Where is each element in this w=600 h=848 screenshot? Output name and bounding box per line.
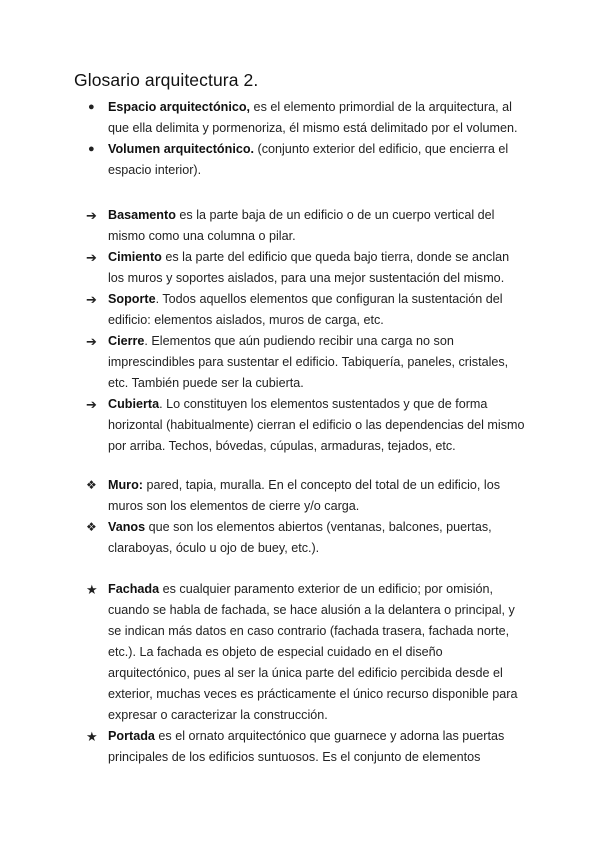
list-item <box>0 139 600 181</box>
term: Fachada <box>108 582 160 596</box>
definition: es la parte baja de un edificio o de un cuerpo vertical del mismo como una columna o pilar. <box>108 208 495 243</box>
arrow-icon: ➔ <box>86 334 97 349</box>
definition: (conjunto exterior del edificio, que encierra el espacio interior). <box>108 142 509 177</box>
list-item <box>0 394 600 457</box>
list-item <box>0 517 600 559</box>
definition: . Todos aquellos elementos que configuran la sustentación del edificio: elementos aislados, muros de carga, etc. <box>108 292 503 327</box>
term: Cierre <box>108 334 145 348</box>
term: Basamento <box>108 208 176 222</box>
term: Volumen arquitectónico. <box>108 142 255 156</box>
term: Portada <box>108 729 155 743</box>
list-item <box>0 331 600 394</box>
star-icon: ★ <box>86 729 98 744</box>
section-walls <box>0 475 600 559</box>
term: Muro: <box>108 478 143 492</box>
term: Vanos <box>108 520 146 534</box>
section-facade <box>0 579 600 768</box>
page-title: Glosario arquitectura 2. <box>74 70 259 90</box>
term: Cimiento <box>108 250 162 264</box>
arrow-icon: ➔ <box>86 208 97 223</box>
section-spaces <box>0 97 600 181</box>
definition: pared, tapia, muralla. En el concepto del total de un edificio, los muros son los elementos de cierre y/o carga. <box>108 478 501 513</box>
list-item <box>0 205 600 247</box>
list-item <box>0 475 600 517</box>
list-item <box>0 289 600 331</box>
term: Espacio arquitectónico, <box>108 100 251 114</box>
star-icon: ★ <box>86 582 98 597</box>
arrow-icon: ➔ <box>86 250 97 265</box>
arrow-icon: ➔ <box>86 397 97 412</box>
definition: es el ornato arquitectónico que guarnece y adorna las puertas principales de los edificios suntuosos. Es el conjunto de elementos <box>108 729 505 764</box>
diamond-icon: ❖ <box>86 478 97 492</box>
bullet-icon: ● <box>88 101 95 113</box>
definition: es la parte del edificio que queda bajo tierra, donde se anclan los muros y soportes aislados, para una mejor sustentación del mismo. <box>108 250 510 285</box>
definition: que son los elementos abiertos (ventanas, balcones, puertas, claraboyas, óculo u ojo de buey, etc.). <box>108 520 492 555</box>
term: Cubierta <box>108 397 160 411</box>
definition: es el elemento primordial de la arquitectura, al que ella delimita y pormenoriza, él mismo está delimitado por el volumen. <box>108 100 518 135</box>
definition: . Elementos que aún pudiendo recibir una carga no son imprescindibles para sustentar el edificio. Tabiquería, paneles, cristales, etc. También puede ser la cubierta. <box>108 334 509 390</box>
definition: . Lo constituyen los elementos sustentados y que de forma horizontal (habitualmente) cierran el edificio o las dependencias del mismo por arriba. Techos, bóvedas, cúpulas, armaduras, tejados, etc. <box>108 397 525 453</box>
diamond-icon: ❖ <box>86 520 97 534</box>
list-item <box>0 579 600 726</box>
list-item <box>0 97 600 139</box>
arrow-icon: ➔ <box>86 292 97 307</box>
definition: es cualquier paramento exterior de un edificio; por omisión, cuando se habla de fachada, se hace alusión a la delantera o principal, y se indican más datos en caso contrario (fachada trasera, fachada norte, etc.). La fachada es objeto de especial cuidado en el diseño arquitectónico, pues al ser la única parte del edificio percibida desde el exterior, muchas veces es prácticamente el único recurso disponible para expresar o caracterizar la construcción. <box>108 582 518 722</box>
list-item <box>0 726 600 768</box>
section-elements <box>0 205 600 457</box>
bullet-icon: ● <box>88 143 95 155</box>
list-item <box>0 247 600 289</box>
term: Soporte <box>108 292 156 306</box>
